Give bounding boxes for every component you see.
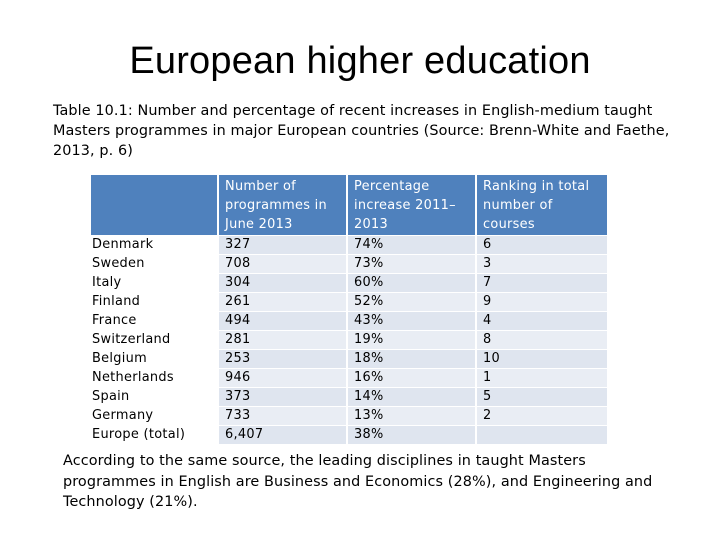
header-programmes: Number of programmes in June 2013 (219, 175, 346, 235)
table-row (91, 406, 607, 425)
cell-country: Finland (92, 294, 141, 309)
cell-increase: 13% (348, 407, 475, 425)
table-row (91, 311, 607, 330)
cell-ranking: 3 (477, 255, 607, 273)
cell-country: Denmark (92, 237, 154, 252)
table-body (91, 235, 607, 444)
cell-increase: 38% (348, 426, 475, 444)
cell-increase: 16% (348, 369, 475, 387)
cell-country: Europe (total) (92, 427, 186, 442)
data-table (91, 175, 607, 444)
table-row (91, 387, 607, 406)
cell-increase: 73% (348, 255, 475, 273)
cell-programmes: 733 (219, 407, 346, 425)
table-row (91, 349, 607, 368)
cell-increase: 19% (348, 331, 475, 349)
cell-country: Belgium (92, 351, 147, 366)
cell-programmes: 261 (219, 293, 346, 311)
cell-ranking: 2 (477, 407, 607, 425)
cell-programmes: 281 (219, 331, 346, 349)
cell-ranking: 6 (477, 236, 607, 254)
cell-country: Switzerland (92, 332, 171, 347)
cell-programmes: 708 (219, 255, 346, 273)
table-row (91, 330, 607, 349)
table-row (91, 235, 607, 254)
cell-increase: 14% (348, 388, 475, 406)
header-increase: Percentage increase 2011–2013 (348, 175, 475, 235)
cell-ranking: 8 (477, 331, 607, 349)
cell-increase: 74% (348, 236, 475, 254)
cell-ranking: 7 (477, 274, 607, 292)
cell-country: Germany (92, 408, 154, 423)
cell-programmes: 327 (219, 236, 346, 254)
cell-country: Sweden (92, 256, 145, 271)
table-row (91, 368, 607, 387)
cell-ranking: 5 (477, 388, 607, 406)
cell-programmes: 6,407 (219, 426, 346, 444)
cell-programmes: 494 (219, 312, 346, 330)
table-row (91, 292, 607, 311)
cell-country: Netherlands (92, 370, 174, 385)
cell-programmes: 253 (219, 350, 346, 368)
header-country (91, 175, 217, 235)
table-row (91, 254, 607, 273)
cell-ranking: 10 (477, 350, 607, 368)
cell-ranking: 9 (477, 293, 607, 311)
cell-ranking: 4 (477, 312, 607, 330)
table-header-row (91, 175, 607, 235)
table-row (91, 425, 607, 444)
table-row (91, 273, 607, 292)
cell-increase: 52% (348, 293, 475, 311)
cell-programmes: 946 (219, 369, 346, 387)
slide-title: European higher education (129, 40, 591, 82)
cell-country: Italy (92, 275, 122, 290)
cell-programmes: 373 (219, 388, 346, 406)
cell-increase: 43% (348, 312, 475, 330)
cell-country: Spain (92, 389, 130, 404)
cell-ranking: 1 (477, 369, 607, 387)
cell-programmes: 304 (219, 274, 346, 292)
cell-increase: 18% (348, 350, 475, 368)
table-caption: Table 10.1: Number and percentage of recent increases in English-medium taught Masters programmes in major European countries (Source: Brenn-White and Faethe, 2013, p. 6) (53, 103, 670, 159)
cell-increase: 60% (348, 274, 475, 292)
header-ranking: Ranking in total number of courses (477, 175, 607, 235)
footer-note: According to the same source, the leading disciplines in taught Masters programmes in English are Business and Economics (28%), and Engineering and Technology (21%). (63, 453, 653, 510)
cell-ranking (477, 426, 607, 444)
cell-country: France (92, 313, 137, 328)
